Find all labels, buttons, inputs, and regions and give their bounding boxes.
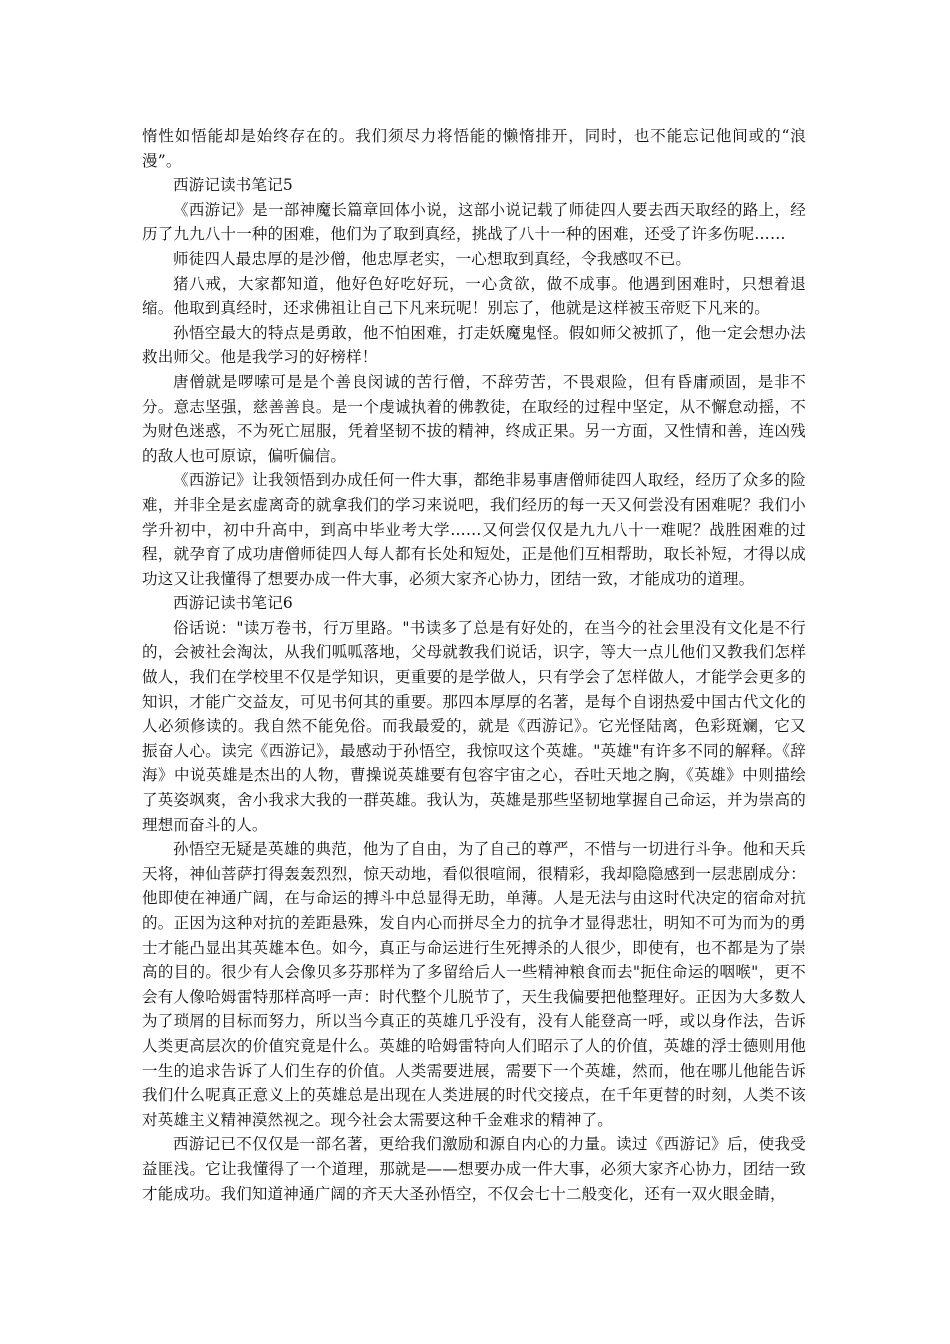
body-paragraph: 西游记已不仅仅是一部名著，更给我们激励和源自内心的力量。读过《西游记》后，使我受益匪浅。它让我懂得了一个道理，那就是——想要办成一件大事，必须大家齐心协力，团结一致才能成功。我们知道神通广阔的齐天大圣孙悟空，不仅会七十二般变化，还有一双火眼金睛， (142, 1135, 806, 1203)
body-paragraph: 《西游记》让我领悟到办成任何一件大事，都绝非易事唐僧师徒四人取经，经历了众多的险难，并非全是玄虚离奇的就拿我们的学习来说吧，我们经历的每一天又何尝没有困难呢？我们小学升初中，初中升高中，到高中毕业考大学……又何尝仅仅是九九八十一难呢？战胜困难的过程，就孕育了成功唐僧师徒四人每人都有长处和短处，正是他们互相帮助，取长补短，才得以成功这又让我懂得了想要办成一件大事，必须大家齐心协力，团结一致，才能成功的道理。 (142, 471, 806, 588)
section-heading: 西游记读书笔记6 (173, 594, 293, 613)
body-paragraph: 惰性如悟能却是始终存在的。我们须尽力将悟能的懒惰排开，同时，也不能忘记他间或的“浪漫”。 (142, 127, 806, 170)
body-paragraph: 唐僧就是啰嗦可是是个善良闵诚的苦行僧，不辞劳苦，不畏艰险，但有昏庸顽固，是非不分。意志坚强，慈善善良。是一个虔诚执着的佛教徒，在取经的过程中坚定，从不懈怠动摇，不为财色迷惑，不为死亡屈服，凭着坚韧不拔的精神，终成正果。另一方面，又性情和善，连凶残的敌人也可原谅，偏听偏信。 (142, 372, 806, 465)
body-paragraph: 俗话说："读万卷书，行万里路。"书读多了总是有好处的，在当今的社会里没有文化是不行的，会被社会淘汰，从我们呱呱落地，父母就教我们说话，识字，等大一点儿他们又教我们怎样做人，我们在学校里不仅是学知识，更重要的是学做人，只有学会了怎样做人，才能学会更多的知识，才能广交益友，可见书何其的重要。那四本厚厚的名著，是每个自诩热爱中国古代文化的人必须修读的。我自然不能免俗。而我最爱的，就是《西游记》。它光怪陆离，色彩斑斓，它又振奋人心。读完《西游记》，最感动于孙悟空，我惊叹这个英雄。"英雄"有许多不同的解释。《辞海》中说英雄是杰出的人物，曹操说英雄要有包容宇宙之心，吞吐天地之胸，《英雄》中则描绘了英姿飒爽，舍小我求大我的一群英雄。我认为，英雄是那些坚韧地掌握自己命运，并为崇高的理想而奋斗的人。 (142, 618, 806, 834)
body-paragraph: 孙悟空无疑是英雄的典范，他为了自由，为了自己的尊严，不惜与一切进行斗争。他和天兵天将，神仙菩萨打得轰轰烈烈，惊天动地，看似很喧闹，很精彩，我却隐隐感到一层悲剧成分：他即使在神通广阔，在与命运的搏斗中总显得无助，单薄。人是无法与由这时代决定的宿命对抗的。正因为这种对抗的差距悬殊，发自内心而拼尽全力的抗争才显得悲壮，明知不可为而为的勇士才能凸显出其英雄本色。如今，真正与命运进行生死搏杀的人很少，即使有，也不都是为了崇高的目的。很少有人会像贝多芬那样为了多留给后人一些精神粮食而去"扼住命运的咽喉"，更不会有人像哈姆雷特那样高呼一声：时代整个儿脱节了，天生我偏要把他整理好。正因为大多数人为了琐屑的目标而努力，所以当今真正的英雄几乎没有，没有人能登高一呼，或以身作法，告诉人类更高层次的价值究竟是什么。英雄的哈姆雷特向人们昭示了人的价值，英雄的浮士德则用他一生的追求告诉了人们生存的价值。人类需要进展，需要下一个英雄，然而，他在哪儿他能告诉我们什么呢真正意义上的英雄总是出现在人类进展的时代交接点，在千年更替的时刻，人类不该对英雄主义精神漠然视之。现今社会太需要这种千金难求的精神了。 (142, 840, 806, 1129)
body-paragraph: 猪八戒，大家都知道，他好色好吃好玩，一心贪欲，做不成事。他遇到困难时，只想着退缩。他取到真经时，还求佛祖让自己下凡来玩呢！别忘了，他就是这样被玉帝贬下凡来的。 (142, 274, 806, 318)
section-heading: 西游记读书笔记5 (173, 176, 293, 195)
document-body (142, 124, 806, 1206)
body-paragraph: 孙悟空最大的特点是勇敢，他不怕困难，打走妖魔鬼怪。假如师父被抓了，他一定会想办法救出师父。他是我学习的好榜样！ (142, 323, 806, 367)
body-paragraph: 师徒四人最忠厚的是沙僧，他忠厚老实，一心想取到真经，令我感叹不已。 (173, 249, 692, 268)
body-paragraph: 《西游记》是一部神魔长篇章回体小说，这部小说记载了师徒四人要去西天取经的路上，经历了九九八十一种的困难，他们为了取到真经，挑战了八十一种的困难，还受了许多伤呢…… (142, 200, 806, 244)
